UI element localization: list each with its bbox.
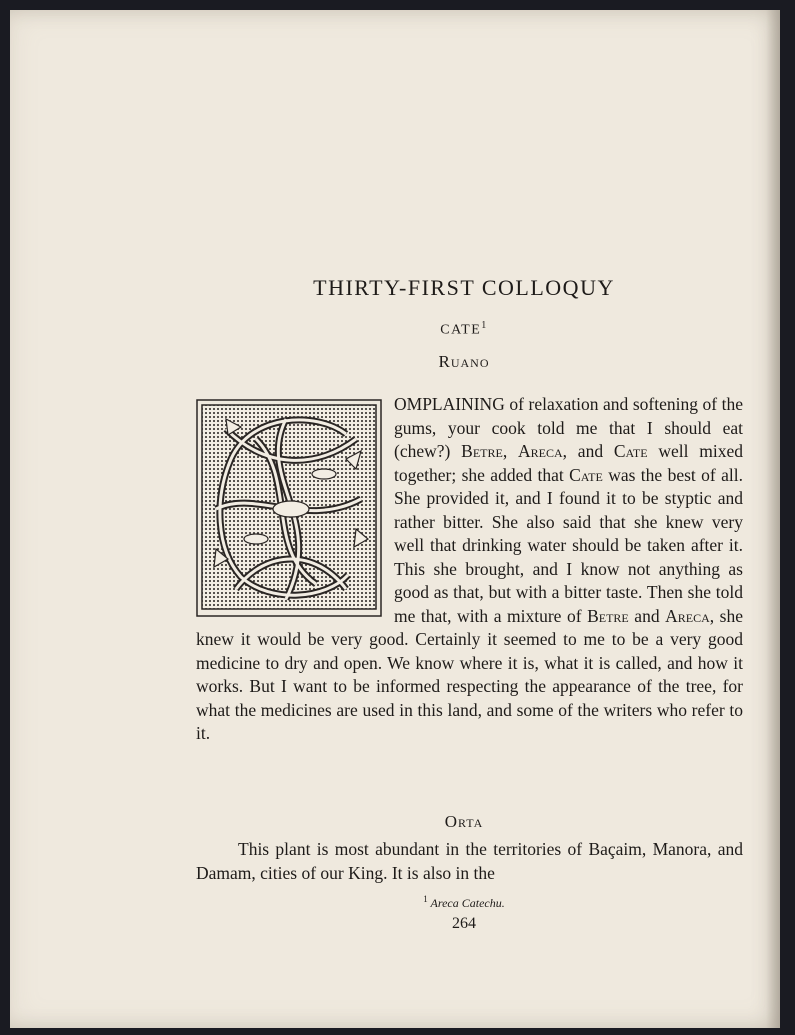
term-betre: Betre <box>587 605 629 626</box>
chapter-title: THIRTY-FIRST COLLOQUY <box>313 275 615 300</box>
text-run: well mixed together; she added that <box>394 441 743 485</box>
speaker-heading-orta: Orta <box>444 812 484 831</box>
subtitle-text: CATE <box>440 322 482 338</box>
page-edge-shadow <box>766 10 780 1028</box>
text-run: , and <box>562 441 614 461</box>
initial-word-rest: OMPLAINING <box>394 394 505 414</box>
term-cate: Cate <box>569 464 603 485</box>
footnote-text: Areca Catechu. <box>430 896 505 910</box>
page-number: 264 <box>452 915 476 932</box>
chapter-subtitle <box>184 320 744 339</box>
text-run: and <box>628 605 666 626</box>
paragraph-ruano <box>196 393 743 746</box>
text-run: , she knew it would be very good. Certainly it seemed to me to be a very good medicine to dry and open. We know where it is, what it is called, and how it works. But I want to be informed respecting the appearance of the tree, for what the medicines are used in this land, and some of the writers who refer to it. <box>196 605 744 743</box>
term-areca: Areca <box>665 605 710 626</box>
paragraph-orta: This plant is most abundant in the territories of Baçaim, Manora, and Damam, cities of our King. It is also in the <box>196 839 743 883</box>
text-run: was the best of all. She provided it, and I found it to be styptic and rather bitter. She also said that she knew very well that drinking water should be taken after it. This she brought, and I know not anything as good as that, but with a bitter taste. Then she told me that, with a mixture of <box>394 464 743 626</box>
subtitle-footnote-marker: 1 <box>481 320 488 331</box>
footnote <box>184 894 744 911</box>
term-betre: Betre <box>461 441 503 461</box>
book-page <box>10 10 780 1028</box>
text-run: of relaxation and softening of the gums, your cook told me that I should eat (chew?) <box>394 394 743 461</box>
footnote-marker: 1 <box>423 894 428 904</box>
term-areca: Areca <box>517 441 563 461</box>
term-cate: Cate <box>613 441 648 461</box>
speaker-heading-ruano: Ruano <box>438 352 490 371</box>
text-run: , <box>502 441 518 461</box>
decorated-initial-c-ornament <box>196 399 382 617</box>
